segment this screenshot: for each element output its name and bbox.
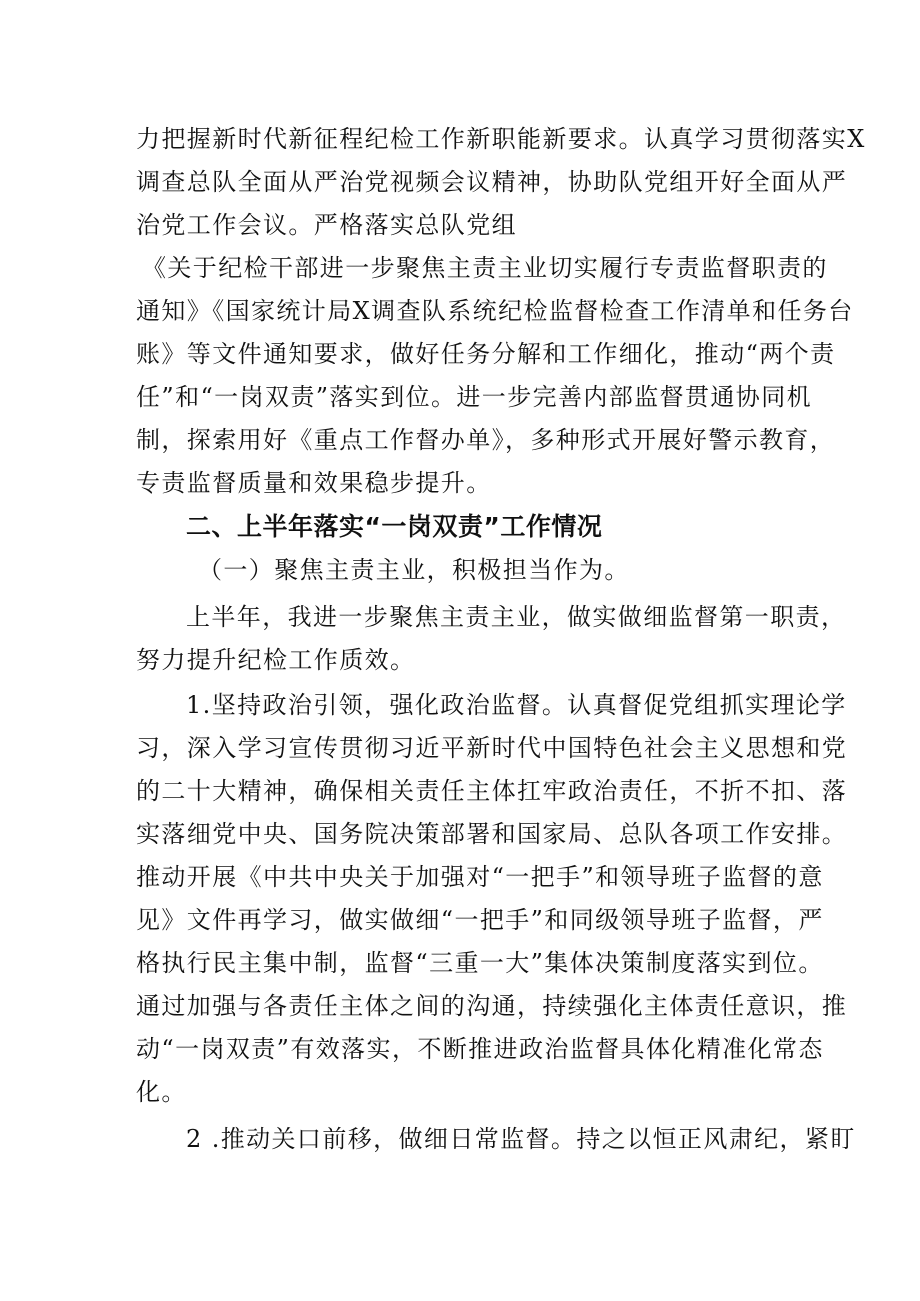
paragraph-line: 的二十大精神，确保相关责任主体扛牢政治责任，不折不扣、落 bbox=[136, 777, 848, 805]
paragraph-line: 努力提升纪检工作质效。 bbox=[136, 646, 416, 674]
paragraph-line: 通知》《国家统计局X调查队系统纪检监督检查工作清单和任务台 bbox=[136, 297, 854, 325]
paragraph-line: 治党工作会议。严格落实总队党组 bbox=[136, 211, 517, 239]
paragraph-line: 调查总队全面从严治党视频会议精神，协助队党组开好全面从严 bbox=[136, 168, 848, 196]
paragraph-line: 《关于纪检干部进一步聚焦主责主业切实履行专责监督职责的 bbox=[142, 254, 828, 282]
paragraph-line: 化。 bbox=[136, 1078, 187, 1106]
paragraph-line: 任”和“一岗双责”落实到位。进一步完善内部监督贯通协同机 bbox=[136, 383, 813, 411]
paragraph-line: 1.坚持政治引领，强化政治监督。认真督促党组抓实理论学 bbox=[186, 691, 847, 719]
subsection-heading: （一）聚焦主责主业，积极担当作为。 bbox=[198, 556, 630, 584]
paragraph-line: 专责监督质量和效果稳步提升。 bbox=[136, 469, 492, 497]
paragraph-line: 2 .推动关口前移，做细日常监督。持之以恒正风肃纪，紧盯 bbox=[186, 1125, 856, 1153]
paragraph-line: 力把握新时代新征程纪检工作新职能新要求。认真学习贯彻落实X bbox=[136, 125, 866, 153]
section-heading: 二、上半年落实“一岗双责”工作情况 bbox=[186, 512, 603, 541]
paragraph-line: 实落细党中央、国务院决策部署和国家局、总队各项工作安排。 bbox=[136, 820, 848, 848]
paragraph-line: 推动开展《中共中央关于加强对“一把手”和领导班子监督的意 bbox=[136, 863, 824, 891]
paragraph-line: 通过加强与各责任主体之间的沟通，持续强化主体责任意识，推 bbox=[136, 992, 848, 1020]
paragraph-line: 动“一岗双责”有效落实，不断推进政治监督具体化精准化常态 bbox=[136, 1035, 824, 1063]
paragraph-line: 账》等文件通知要求，做好任务分解和工作细化，推动“两个责 bbox=[136, 340, 836, 368]
paragraph-line: 见》文件再学习，做实做细“一把手”和同级领导班子监督，严 bbox=[136, 906, 824, 934]
paragraph-line: 制，探索用好《重点工作督办单》，多种形式开展好警示教育， bbox=[136, 426, 836, 454]
paragraph-line: 格执行民主集中制，监督“三重一大”集体决策制度落实到位。 bbox=[136, 949, 824, 977]
paragraph-line: 习，深入学习宣传贯彻习近平新时代中国特色社会主义思想和党 bbox=[136, 734, 848, 762]
paragraph-line: 上半年，我进一步聚焦主责主业，做实做细监督第一职责， bbox=[186, 603, 847, 631]
